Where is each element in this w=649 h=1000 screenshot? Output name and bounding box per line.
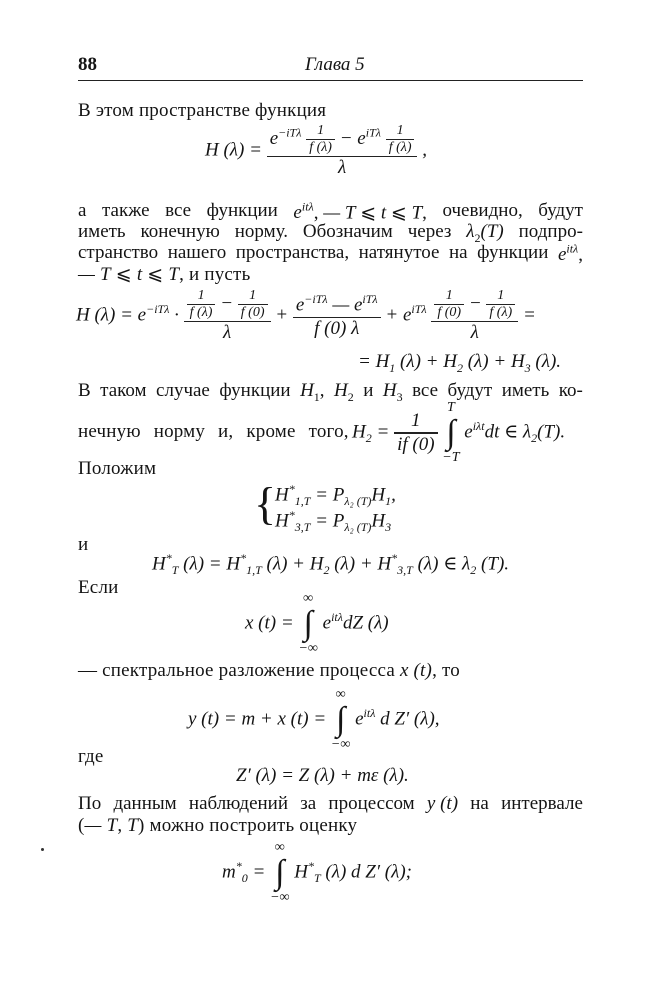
equation-5: y (t) = m + x (t) = ∞ ∫ −∞ $e^{it\lambda}$ d Z′ (λ), — [188, 687, 440, 752]
eq1-comma: , — [422, 139, 427, 161]
margin-dot — [41, 848, 44, 851]
eq1-lhs: H (λ) = — [205, 139, 262, 161]
eq1-fraction — [267, 123, 418, 179]
text-line-6: В таком случае функции $H_1$, $H_2$ и $H_3$ все будут иметь ко- — [78, 380, 583, 404]
equation-2b: = $H_1$ $(\lambda) + H_2$ $(\lambda) + H_3$ (λ). — [358, 351, 562, 375]
text-line-2: а также все функции $e^{it\lambda}$, — T ⩽ t ⩽ T, очевидно, будут — [78, 200, 583, 224]
equation-1 — [205, 123, 427, 179]
text-line-12: где — [78, 746, 104, 767]
equation-7: $m^*_0$ = ∞ ∫ −∞ $H^*_T$ (λ) d Z′ (λ); — [222, 840, 412, 905]
text-line-10: Если — [78, 577, 119, 598]
chapter-title: Глава 5 — [305, 54, 365, 75]
equation-4: x (t) = ∞ ∫ −∞ $e^{it\lambda}dZ$ (λ) — [245, 591, 389, 656]
text-line-5: — T ⩽ t ⩽ T, и пусть — [78, 264, 251, 285]
equation-3: $H^*_T$ $(\lambda) = H^*_{1,T}$ $(\lambda) + H_2$ $(\lambda) + H^*_{3,T}$ (λ) ∈ $\lambda_2$ (T). — [152, 551, 510, 578]
eq1-numerator: $e^{-iT\lambda}$ $\frac{1}{f (\lambda)}$ − $e^{iT\lambda}$ $\frac{1}{f (\lambda)}$ — [267, 123, 418, 156]
system-eq-1: $H^*_{1,T} = P_{\lambda_2 (T)}H_1$, — [275, 482, 396, 509]
text-line-7: нечную норму и, кроме того, — [78, 421, 349, 442]
text-line-13: По данным наблюдений за процессом y (t) на интервале — [78, 793, 583, 814]
page-number: 88 — [78, 54, 97, 75]
system-brace: { — [254, 478, 277, 529]
equation-6: Z′ (λ) = Z (λ) + mε (λ). — [236, 765, 409, 786]
header-rule — [78, 80, 583, 81]
text-line-8: Положим — [78, 458, 157, 479]
text-line-3: иметь конечную норму. Обозначим через $\lambda_2(T)$ подпро- — [78, 221, 583, 245]
equation-h2: $H_2$ = $\frac{1}{if (0)}$ T ∫ −T $e^{i\lambda t}dt$ ∈ $\lambda_2(T)$. — [352, 400, 566, 465]
text-line-1: В этом пространстве функция — [78, 100, 327, 121]
text-line-4: странство нашего пространства, натянутое на функции $e^{it\lambda}$, — [78, 242, 583, 266]
text-line-14: (— T, T) можно построить оценку — [78, 815, 358, 836]
text-line-9: и — [78, 534, 89, 555]
system-eq-2: $H^*_{3,T} = P_{\lambda_2 (T)}H_3$ — [275, 508, 392, 535]
text-line-11: — спектральное разложение процесса x (t), то — [78, 660, 460, 681]
eq1-denominator: λ — [337, 157, 347, 179]
equation-2: H $(\lambda) = e^{-iT\lambda}$ · $\frac{1}{f (\lambda)}$ − $\frac{1}{f (0)}$ λ + $\frac{e^{-iT\lambda} — e^{iT\lambda}}{f (0) \lambda}$ + $e^{iT\lambda}$ $\frac{1}{f (0)}$ − $\frac{1}{f (\lambda)}$ λ = — [76, 288, 536, 344]
